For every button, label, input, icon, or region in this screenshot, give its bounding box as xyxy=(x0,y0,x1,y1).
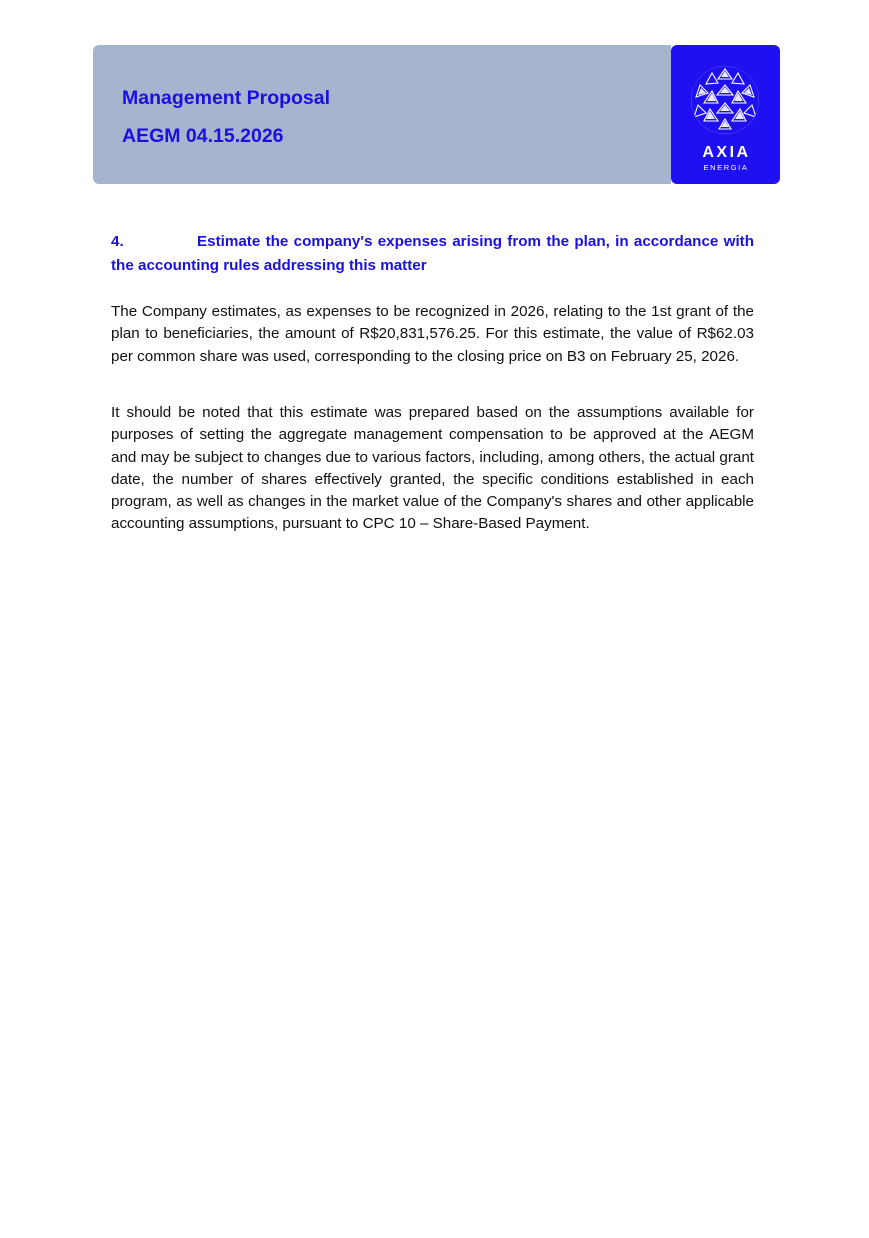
section-heading xyxy=(111,230,754,278)
company-logo xyxy=(671,45,780,184)
logo-subtitle: ENERGIA xyxy=(703,163,749,172)
globe-icon xyxy=(688,63,762,137)
paragraph: It should be noted that this estimate was prepared based on the assumptions available for purposes of setting the aggregate management compensation to be approved at the AEGM and may be subject to changes due to various factors, including, among others, the actual grant date, the number of shares effectively granted, the specific conditions established in each program, as well as changes in the market value of the Company's shares and other applicable accounting assumptions, pursuant to CPC 10 – Share-Based Payment. xyxy=(111,404,754,533)
logo-wordmark: AXIA xyxy=(702,144,751,161)
section-number: 4. xyxy=(111,233,124,250)
document-title: Management Proposal xyxy=(122,87,331,109)
header-band xyxy=(93,45,671,184)
document-subtitle: AEGM 04.15.2026 xyxy=(122,125,284,147)
paragraph: The Company estimates, as expenses to be recognized in 2026, relating to the 1st grant of the plan to beneficiaries, the amount of R$20,831,576.25. For this estimate, the value of R$62.03 per common share was used, corresponding to the closing price on B3 on February 25, 2026. xyxy=(111,303,754,365)
section-heading-text: Estimate the company's expenses arising from the plan, in accordance with the accounting rules addressing this matter xyxy=(111,233,754,274)
